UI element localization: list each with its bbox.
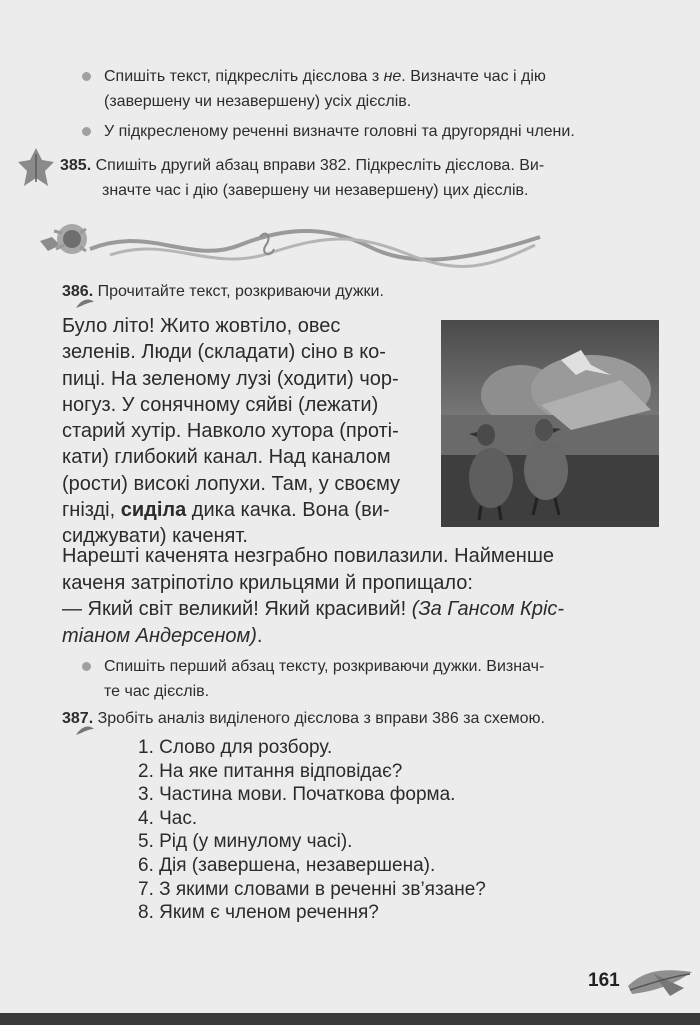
ducks-illustration <box>441 320 659 527</box>
exercise-387 <box>62 706 642 731</box>
story-line: пиці. На зеленому лузі (ходити) чор- <box>62 367 399 390</box>
story-line: гнізді, сиділа дика качка. Вона (ви- <box>62 499 390 522</box>
source-citation: (За Гансом Кріс- <box>411 598 565 620</box>
story-line: старий хутір. Навколо хутора (проті- <box>62 420 399 443</box>
story-line: — Який світ великий! Який красивий! (За Гансом Кріс- <box>62 598 565 620</box>
bullet-text: Спишіть перший абзац тексту, розкриваючи дужки. Визнач- <box>104 658 545 675</box>
page-bottom-bar <box>0 1013 700 1025</box>
analysis-scheme <box>138 736 486 925</box>
exercise-text: Спишіть другий абзац вправи 382. Підкресліть дієслова. Ви- <box>95 157 545 174</box>
exercise-number: 385. <box>60 157 92 174</box>
bullet-item <box>84 654 644 704</box>
bullet-item <box>84 119 644 144</box>
sunflower-garland-icon <box>30 215 550 273</box>
exercise-385 <box>60 153 650 203</box>
exercise-386 <box>62 279 622 304</box>
bullet-text: У підкресленому реченні визначте головні та другорядні члени. <box>104 123 575 140</box>
bullet-text: (завершену чи незавершену) усіх дієслів. <box>104 93 412 110</box>
leaf-icon <box>14 146 58 190</box>
highlighted-verb: сиділа <box>120 499 187 522</box>
leaf-corner-icon <box>624 966 696 1000</box>
pen-icon <box>74 725 96 737</box>
exercise-text: значте час і дію (завершену чи незавершену) цих дієслів. <box>102 182 529 199</box>
story-line: ногуз. У сонячному сяйві (лежати) <box>62 393 379 416</box>
story-line: (рости) високі лопухи. Там, у своєму <box>62 472 401 495</box>
list-item: 8. Яким є членом речення? <box>138 902 379 924</box>
source-citation: тіаном Андерсеном) <box>62 624 257 647</box>
story-line: кати) глибокий канал. Над каналом <box>62 446 391 469</box>
page-number: 161 <box>588 970 620 991</box>
list-item: 2. На яке питання відповідає? <box>138 760 403 782</box>
list-item: 4. Час. <box>138 807 198 829</box>
exercise-number: 386. <box>62 283 94 300</box>
italic-word: не <box>383 68 402 85</box>
story-paragraph-2 <box>62 543 640 649</box>
story-line: Нарешті каченята незграбно повилазили. Найменше <box>62 545 554 567</box>
pen-icon <box>74 298 96 310</box>
bullet-text: те час дієслів. <box>104 683 210 700</box>
bullet-text: Спишіть текст, підкресліть дієслова з <box>104 68 384 85</box>
exercise-number: 387. <box>62 710 94 727</box>
story-line: сиджувати) каченят. <box>62 525 248 548</box>
list-item: 3. Частина мови. Початкова форма. <box>138 784 456 806</box>
bullet-item <box>84 64 644 114</box>
list-item: 1. Слово для розбору. <box>138 737 333 758</box>
story-line: каченя затріпотіло крильцями й пропищало: <box>62 571 473 594</box>
list-item: 7. З якими словами в реченні зв’язане? <box>138 878 486 900</box>
exercise-text: Прочитайте текст, розкриваючи дужки. <box>97 283 384 300</box>
list-item: 6. Дія (завершена, незавершена). <box>138 854 436 876</box>
story-line: тіаном Андерсеном). <box>62 624 263 647</box>
bullet-text: . Визначте час і дію <box>401 68 546 85</box>
list-item: 5. Рід (у минулому часі). <box>138 831 353 853</box>
exercise-text: Зробіть аналіз виділеного дієслова з вправи 386 за схемою. <box>97 710 545 727</box>
story-line: зеленів. Люди (складати) сіно в ко- <box>62 341 386 364</box>
story-paragraph <box>62 313 424 550</box>
story-line: Було літо! Жито жовтіло, овес <box>62 315 341 337</box>
